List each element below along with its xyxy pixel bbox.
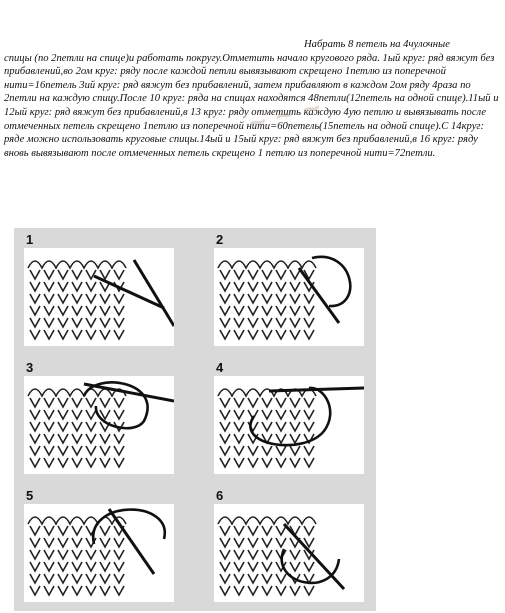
step-panel-3 [24,362,174,474]
step-panel-6 [214,490,364,602]
step-panel-5 [24,490,174,602]
step-number: 2 [216,232,224,247]
instructions-first-line: Набрать 8 петель на 4чулочные [304,39,450,50]
knit-stitches-illustration [214,248,364,346]
step-number: 5 [26,488,34,503]
step-number: 4 [216,360,224,375]
instructions-body: спицы (по 2петли на спице)и работать покругу.Отметить начало кругового ряда. 1ый круг: ряд вяжут без прибавлений,во 2ом круг: ряду после каждой петли вывязывают скрещено 1петлю из поперечной нити=16петель 3ий круг: ряд вяжут без прибавлений, затем прибавляют в каждом 2ом ряду 4раза по 2петли на каждую спицу.После 10 круг: ряда на спицах находятся 48петли(12петель на одной спице).11ый и 12ый круг: ряд вяжут без прибавлений,в 13 круг: ряду отметить каждую 4ую петлю и вывязывать после отмеченных петель скрещено 1петлю из поперечной нити=60петель(15петель на одной спице).С 14круг: ряде можно использовать круговые спицы.14ый и 15ый круг: ряд вяжут без прибавлений,в 16 круг: ряду вновь вывязывают после отмеченных петель скрещено 1 петлю из поперечной нити=72петли. [4,52,499,159]
knitting-illustration [14,228,376,611]
knit-stitches-illustration [24,376,174,474]
knit-stitches-illustration [214,376,364,474]
knit-stitches-illustration [24,248,174,346]
instructions-text [4,38,502,160]
step-panel-1 [24,234,174,346]
step-number: 6 [216,488,224,503]
watermark: ~ ~ ~ [244,90,325,141]
step-panel-2 [214,234,364,346]
step-number: 1 [26,232,34,247]
step-number: 3 [26,360,34,375]
step-panel-4 [214,362,364,474]
knit-stitches-illustration [24,504,174,602]
knit-stitches-illustration [214,504,364,602]
